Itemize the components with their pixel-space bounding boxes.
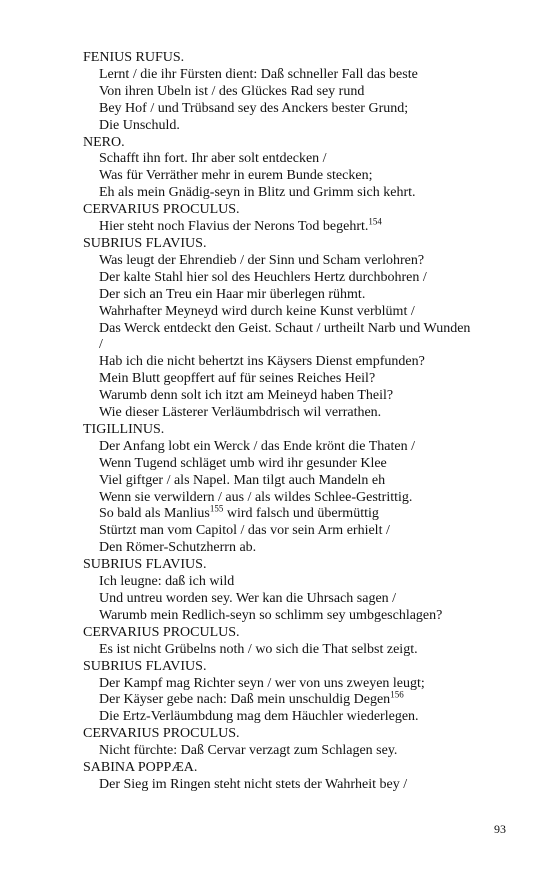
verse-text: Warumb mein Redlich-seyn so schlimm sey umbgeschlagen? [99,607,443,623]
verse-text: Von ihren Ubeln ist / des Glückes Rad sey rund [99,83,365,99]
page-text [83,50,523,794]
verse-line [99,574,523,591]
verse-text-continued: wird falsch und übermüttig [223,506,379,522]
speaker-name: TIGILLINUS. [83,421,165,437]
verse-line [99,321,523,338]
verse-text: Wenn Tugend schläget umb wird ihr gesunder Klee [99,455,387,471]
verse-line [99,676,523,693]
verse-line [99,591,523,608]
footnote-ref: 154 [368,216,382,227]
verse-line [99,337,523,354]
verse-text: Mein Blutt geopffert auf für seines Reiches Heil? [99,371,376,387]
verse-text: Wenn sie verwildern / aus / als wildes Schlee-Gestrittig. [99,489,413,505]
verse-text: Was für Verräther mehr in eurem Bunde stecken; [99,168,373,184]
verse-line [99,118,523,135]
page-number: 93 [494,822,506,836]
speaker-name: CERVARIUS PROCULUS. [83,624,240,640]
verse-text: Es ist nicht Grübelns noth / wo sich die That selbst zeigt. [99,641,418,657]
speaker-name: SUBRIUS FLAVIUS. [83,658,207,674]
verse-text: Und untreu worden sey. Wer kan die Uhrsach sagen / [99,591,397,606]
verse-line [99,523,523,540]
verse-line [99,84,523,101]
verse-text: Warumb denn solt ich itzt am Meineyd haben Theil? [99,388,394,404]
verse-text: Den Römer-Schutzherrn ab. [99,540,257,556]
verse-text: Nicht fürchte: Daß Cervar verzagt zum Schlagen sey. [99,743,398,759]
verse-line [99,253,523,270]
verse-line [99,168,523,185]
verse-text: Der Anfang lobt ein Werck / das Ende krönt die Thaten / [99,438,415,454]
verse-line [99,371,523,388]
verse-line [99,503,523,523]
verse-text: Wie dieser Lästerer Verläumbdrisch wil verrathen. [99,405,382,421]
verse-text: Der Sieg im Ringen steht nicht stets der Wahrheit bey / [99,776,408,792]
verse-line [99,101,523,118]
speaker-name: NERO. [83,134,125,150]
verse-text: Hier steht noch Flavius der Nerons Tod begehrt. [99,219,369,235]
verse-line [99,608,523,625]
speaker-name: SUBRIUS FLAVIUS. [83,235,207,251]
verse-text: Ich leugne: daß ich wild [99,574,235,590]
verse-line [99,388,523,405]
verse-line [99,743,523,760]
verse-line [99,473,523,490]
verse-line [99,270,523,287]
speaker-name: SUBRIUS FLAVIUS. [83,557,207,573]
verse-line [99,439,523,456]
footnote-ref: 156 [390,689,404,700]
verse-line [99,304,523,321]
verse-text: Eh als mein Gnädig-seyn in Blitz und Grimm sich kehrt. [99,185,416,201]
verse-line [99,405,523,422]
verse-line [99,689,523,709]
speaker-name: CERVARIUS PROCULUS. [83,202,240,218]
speaker-name: SABINA POPPÆA. [83,760,198,776]
verse-text: Lernt / die ihr Fürsten dient: Daß schneller Fall das beste [99,66,418,82]
verse-text: Der Kampf mag Richter seyn / wer von uns zweyen leugt; [99,675,425,691]
verse-line [99,216,523,236]
verse-line [99,490,523,507]
verse-line [99,642,523,659]
verse-text: Viel giftger / als Napel. Man tilgt auch Mandeln eh [99,472,386,488]
verse-text: Stürtzt man vom Capitol / das vor sein Arm erhielt / [99,523,390,539]
speaker-name: CERVARIUS PROCULUS. [83,726,240,742]
verse-line [99,151,523,168]
verse-line [99,777,523,794]
verse-line [99,456,523,473]
verse-text: Das Werck entdeckt den Geist. Schaut / urtheilt Narb und Wunden [99,320,471,336]
verse-line [99,287,523,304]
verse-text: Was leugt der Ehrendieb / der Sinn und Scham verlohren? [99,252,425,268]
verse-line [99,354,523,371]
verse-text: Die Unschuld. [99,117,180,133]
verse-text: Wahrhafter Meyneyd wird durch keine Kunst verblümt / [99,303,415,319]
speaker-name: FENIUS RUFUS. [83,50,185,65]
verse-text: So bald als Manlius [99,506,210,522]
verse-text: Der Käyser gebe nach: Daß mein unschuldig Degen [99,692,391,708]
verse-text: Der kalte Stahl hier sol des Heuchlers Hertz durchbohren / [99,269,427,285]
verse-text: Bey Hof / und Trübsand sey des Anckers bester Grund; [99,100,409,116]
verse-text: Schafft ihn fort. Ihr aber solt entdecken / [99,151,327,167]
verse-line [99,540,523,557]
footnote-ref: 155 [209,503,224,514]
verse-line [99,67,523,84]
verse-text: Der sich an Treu ein Haar mir überlegen rühmt. [99,286,366,302]
verse-line [99,185,523,202]
verse-text: Die Ertz-Verläumbdung mag dem Häuchler wiederlegen. [99,709,419,725]
verse-line [99,709,523,726]
verse-text: / [99,337,103,353]
verse-text: Hab ich die nicht behertzt ins Käysers Dienst empfunden? [99,354,425,370]
